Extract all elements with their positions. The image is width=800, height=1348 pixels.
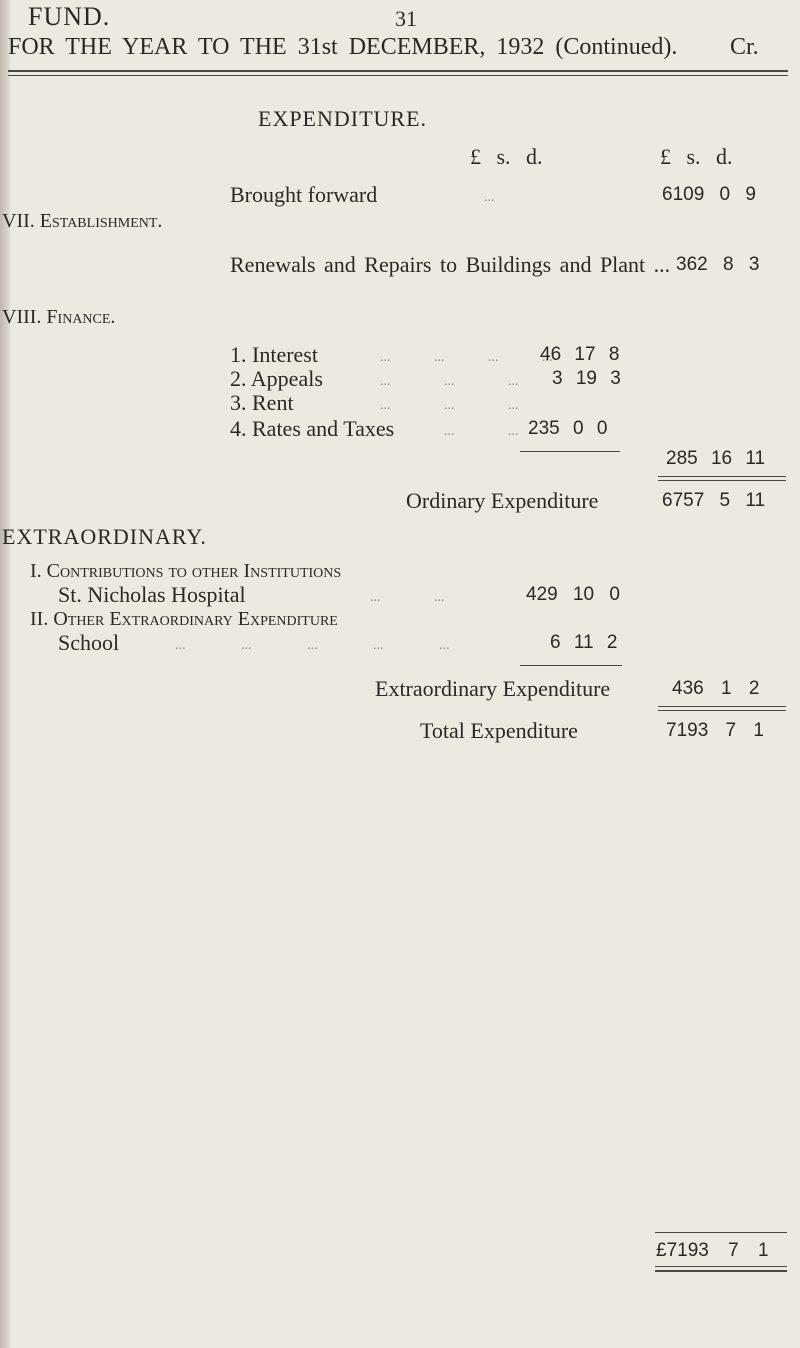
subtotal-rule [520,665,622,666]
fund-heading: FUND. [28,2,111,31]
total-rule [658,706,786,707]
section-viii-total: 285 16 11 [666,448,766,469]
finance-item-amount: 235 0 0 [528,418,608,439]
extraordinary-i-amount: 429 10 0 [526,584,620,605]
finance-item-label: 3. Rent [230,390,294,415]
extraordinary-ii-amount: 6 11 2 [550,632,618,653]
leader-dots: ... ... ... ... [380,350,553,365]
extraordinary-expenditure-total: 436 1 2 [672,678,760,699]
extraordinary-expenditure-label: Extraordinary Expenditure [375,676,611,701]
total-expenditure-total: 7193 7 1 [666,720,764,741]
brought-forward-total: 6109 0 9 [662,184,756,205]
currency-header-col2: £ s. d. [660,144,733,169]
extraordinary-i-item: St. Nicholas Hospital [58,582,246,607]
extraordinary-i-heading: I. Contributions to other Institutions [30,560,342,582]
leader-dots: ... [484,190,495,205]
leader-dots: ... ... ... ... ... [175,638,450,653]
leader-dots: ... ... ... [380,424,519,439]
leader-dots: ... ... [370,590,445,605]
total-expenditure-label: Total Expenditure [420,718,578,743]
finance-item-amount: 46 17 8 [540,344,620,365]
header-rule-thick [8,70,788,72]
grand-total-rule-bottom [655,1266,787,1267]
finance-item-label: 1. Interest [230,342,318,367]
currency-header-col1: £ s. d. [470,144,543,169]
section-viii-heading: VIII. Finance. [2,306,116,328]
extraordinary-heading: EXTRAORDINARY. [2,524,207,549]
ordinary-expenditure-total: 6757 5 11 [662,490,766,511]
page-edge-shadow [0,0,10,1348]
leader-dots: ... ... ... [380,398,519,413]
page-number: 31 [395,6,417,31]
brought-forward-label: Brought forward [230,182,378,207]
section-vii-item: Renewals and Repairs to Buildings and Plant ... [230,252,671,277]
grand-total: £7193 7 1 [656,1240,769,1261]
section-vii-total: 362 8 3 [676,254,760,275]
header-rule-thin [8,75,788,76]
grand-total-rule-double [655,1270,787,1272]
total-rule-double [658,480,786,481]
section-vii-heading: VII. Establishment. [2,210,163,232]
total-rule-double [658,710,786,711]
extraordinary-ii-item: School [58,630,120,655]
ordinary-expenditure-label: Ordinary Expenditure [406,488,599,513]
grand-total-rule-top [655,1232,787,1233]
credit-label: Cr. [730,34,759,60]
finance-item-amount: 3 19 3 [552,368,621,389]
subtotal-rule [520,451,620,452]
finance-item-label: 4. Rates and Taxes [230,416,395,441]
page-title: FOR THE YEAR TO THE 31st DECEMBER, 1932 (Continued). [8,34,678,60]
extraordinary-ii-heading: II. Other Extraordinary Expenditure [30,608,338,630]
section-title: EXPENDITURE. [258,106,428,131]
total-rule [658,476,786,477]
finance-item-label: 2. Appeals [230,366,323,391]
leader-dots: ... ... ... [380,374,519,389]
